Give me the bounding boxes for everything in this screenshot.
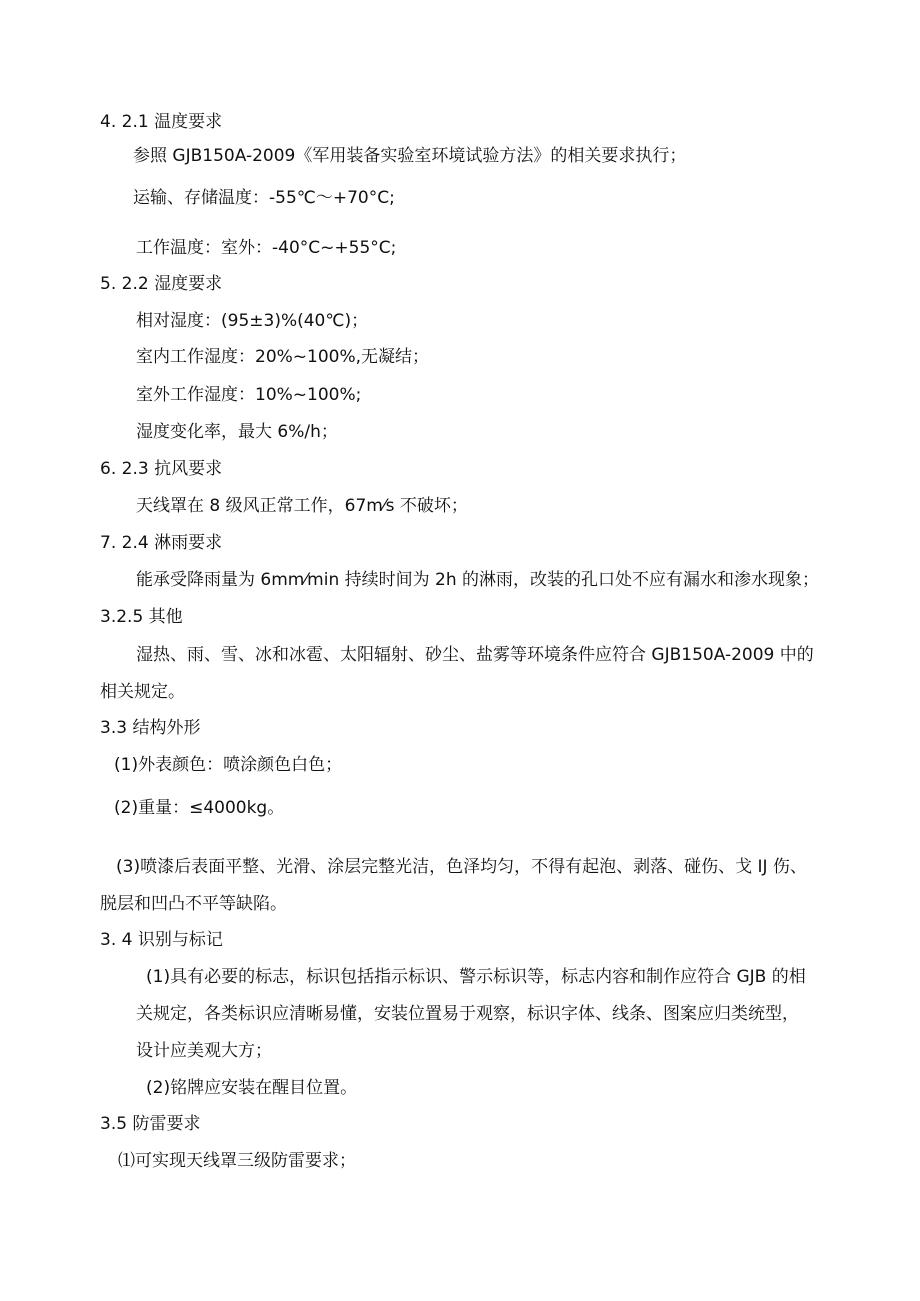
heading-structure: 3.3 结构外形: [100, 718, 201, 738]
paragraph-line: (3)喷漆后表面平整、光滑、涂层完整光洁，色泽均匀，不得有起泡、剥落、碰伤、戈 IJ 伤、: [116, 857, 807, 877]
heading-humidity: 5. 2.2 湿度要求: [100, 274, 223, 294]
heading-rain: 7. 2.4 淋雨要求: [100, 533, 223, 553]
heading-temperature: 4. 2.1 温度要求: [100, 112, 223, 132]
heading-wind: 6. 2.3 抗风要求: [100, 459, 223, 479]
paragraph-line: 设计应美观大方；: [136, 1041, 272, 1061]
paragraph-line: 湿热、雨、雪、冰和冰雹、太阳辐射、砂尘、盐雾等环境条件应符合 GJB150A-2009 中的: [136, 645, 814, 665]
paragraph-line: 能承受降雨量为 6mm⁄min 持续时间为 2h 的淋雨，改装的孔口处不应有漏水和渗水现象；: [136, 570, 820, 590]
paragraph-line: 脱层和凹凸不平等缺陷。: [100, 894, 287, 914]
paragraph-line: (1)具有必要的标志，标识包括指示标识、警示标识等，标志内容和制作应符合 GJB 的相: [146, 967, 806, 987]
heading-other: 3.2.5 其他: [100, 607, 183, 627]
paragraph-line: ⑴可实现天线罩三级防雷要求；: [118, 1151, 356, 1171]
paragraph-line: (2)铭牌应安装在醒目位置。: [146, 1078, 358, 1098]
paragraph-line: 关规定，各类标识应清晰易懂，安装位置易于观察，标识字体、线条、图案应归类统型，: [136, 1004, 799, 1024]
paragraph-line: 湿度变化率，最大 6%/h；: [136, 422, 338, 442]
heading-identification: 3. 4 识别与标记: [100, 930, 223, 950]
paragraph-line: 天线罩在 8 级风正常工作，67m⁄s 不破坏；: [136, 496, 468, 516]
heading-lightning: 3.5 防雷要求: [100, 1114, 201, 1134]
paragraph-line: 室外工作湿度：10%~100%;: [136, 385, 362, 405]
paragraph-line: 工作温度：室外：-40°C~+55°C;: [136, 238, 397, 258]
paragraph-line: 相对湿度：(95±3)%(40℃)；: [136, 311, 369, 331]
paragraph-line: 相关规定。: [100, 682, 185, 702]
paragraph-line: (2)重量：≤4000kg。: [114, 798, 285, 818]
paragraph-line: 室内工作湿度：20%~100%,无凝结；: [136, 347, 430, 367]
paragraph-line: 运输、存储温度：-55℃～+70°C;: [133, 188, 395, 208]
paragraph-line: (1)外表颜色：喷涂颜色白色；: [114, 755, 343, 775]
paragraph-line: 参照 GJB150A-2009《军用装备实验室环境试验方法》的相关要求执行；: [133, 146, 687, 166]
